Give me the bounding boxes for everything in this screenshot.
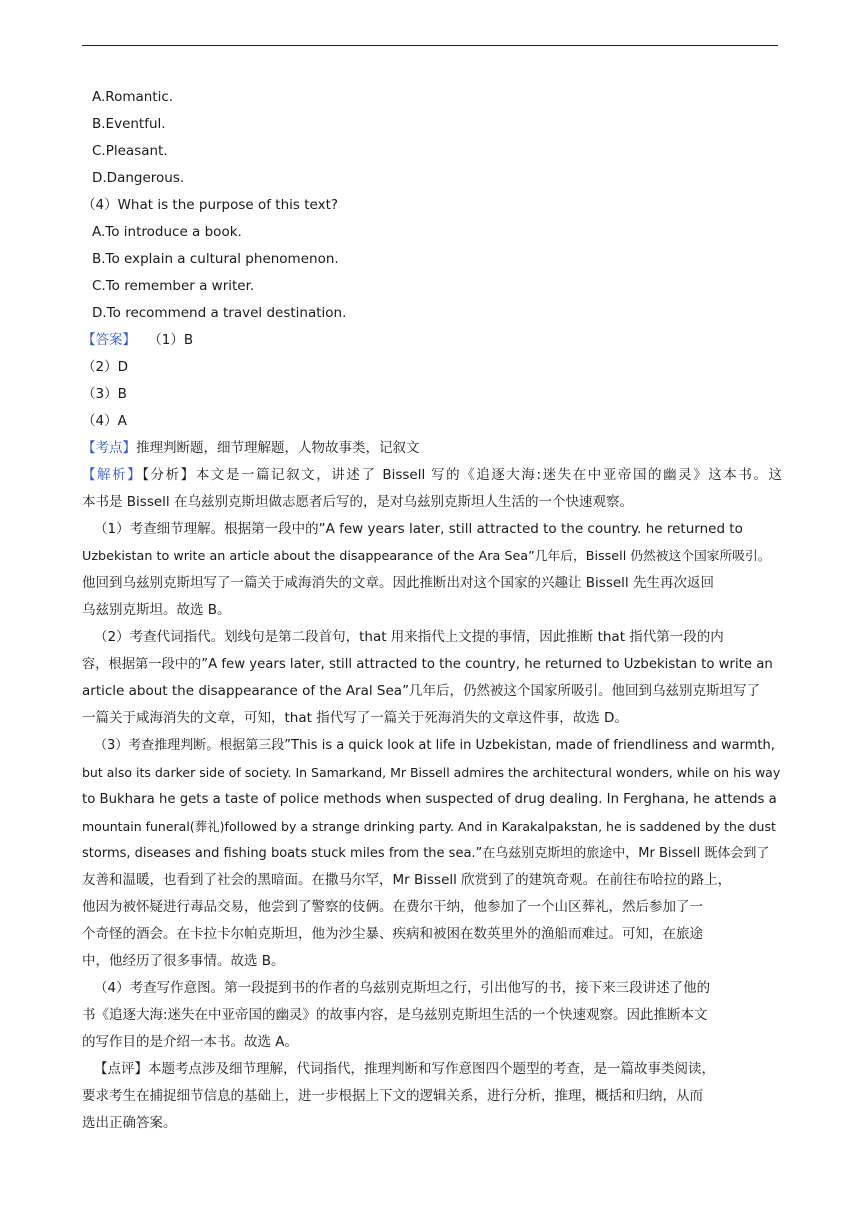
jiexi-line: 个奇怪的酒会。在卡拉卡尔帕克斯坦，他为沙尘暴、疾病和被困在数英里外的渔船而难过。可知，在旅途 — [82, 926, 703, 942]
jiexi-line: 本书是 Bissell 在乌兹别克斯坦做志愿者后写的，是对乌兹别克斯坦人生活的一个快速观察。 — [82, 494, 633, 510]
q4-option-a: A.To introduce a book. — [92, 224, 242, 240]
q3-option-d: D.Dangerous. — [92, 170, 185, 186]
jiexi-line: article about the disappearance of the Aral Sea”几年后，仍然被这个国家所吸引。他回到乌兹别克斯坦写了 — [82, 683, 761, 699]
jiexi-line: 中，他经历了很多事情。故选 B。 — [82, 953, 285, 969]
dianping-line: 【点评】本题考点涉及细节理解，代词指代，推理判断和写作意图四个题型的考查，是一篇故事类阅读， — [94, 1061, 715, 1077]
q4-option-b: B.To explain a cultural phenomenon. — [92, 251, 339, 267]
jiexi-line: （3）考查推理判断。根据第三段”This is a quick look at life in Uzbekistan, made of friendliness and warmth, — [94, 738, 775, 753]
jiexi-line: 他因为被怀疑进行毒品交易，他尝到了警察的伎俩。在费尔干纳，他参加了一个山区葬礼，然后参加了一 — [82, 899, 703, 915]
answer-tag: 【答案】 — [82, 332, 136, 348]
answer-3: （3）B — [82, 386, 127, 402]
jiexi-line: 容，根据第一段中的”A few years later, still attracted to the country, he returned to Uzbekistan to write an — [82, 657, 773, 672]
jiexi-line: Uzbekistan to write an article about the disappearance of the Ara Sea”几年后，Bissell 仍然被这个国家所吸引。 — [82, 549, 771, 564]
answer-2: （2）D — [82, 359, 128, 375]
jiexi-line: 乌兹别克斯坦。故选 B。 — [82, 602, 231, 618]
q4-question: （4）What is the purpose of this text? — [82, 197, 339, 213]
dianping-line: 要求考生在捕捉细节信息的基础上，进一步根据上下文的逻辑关系，进行分析，推理，概括和归纳，从而 — [82, 1088, 703, 1104]
kaodian-row — [82, 435, 782, 462]
answer-row — [82, 327, 782, 354]
jiexi-line: 友善和温暖，也看到了社会的黑暗面。在撒马尔罕，Mr Bissell 欣赏到了的建筑奇观。在前往布哈拉的路上， — [82, 872, 732, 888]
header-rule — [82, 45, 778, 46]
q3-option-b: B.Eventful. — [92, 116, 166, 132]
kaodian-tag: 【考点】 — [82, 440, 136, 456]
jiexi-line: （1）考查细节理解。根据第一段中的”A few years later, still attracted to the country. he returned to — [94, 521, 743, 537]
kaodian-text: 推理判断题，细节理解题，人物故事类，记叙文 — [136, 440, 420, 456]
jiexi-text: 【分析】本文是一篇记叙文，讲述了 Bissell 写的《追逐大海:迷失在中亚帝国的幽灵》这本书。这 — [142, 467, 782, 483]
dianping-line: 选出正确答案。 — [82, 1115, 177, 1131]
jiexi-tag: 【解析】 — [82, 467, 143, 483]
jiexi-line: mountain funeral(葬礼)followed by a strange drinking party. And in Karakalpakstan, he is saddened by the dust — [82, 819, 776, 834]
jiexi-line: storms, diseases and fishing boats stuck miles from the sea.”在乌兹别克斯坦的旅途中，Mr Bissell 既体会到了 — [82, 846, 770, 861]
q3-option-c: C.Pleasant. — [92, 143, 168, 159]
page-content — [82, 84, 782, 1137]
jiexi-line: 他回到乌兹别克斯坦写了一篇关于咸海消失的文章。因此推断出对这个国家的兴趣让 Bissell 先生再次返回 — [82, 575, 714, 591]
jiexi-line — [82, 462, 782, 489]
answer-1: （1）B — [144, 332, 194, 348]
jiexi-line: but also its darker side of society. In Samarkand, Mr Bissell admires the architectural wonders, while on his way — [82, 765, 781, 780]
answer-4: （4）A — [82, 413, 127, 429]
jiexi-line: （4）考查写作意图。第一段提到书的作者的乌兹别克斯坦之行，引出他写的书，接下来三段讲述了他的 — [94, 980, 711, 996]
jiexi-line: 的写作目的是介绍一本书。故选 A。 — [82, 1034, 299, 1050]
q4-option-c: C.To remember a writer. — [92, 278, 255, 294]
jiexi-line: （2）考查代词指代。划线句是第二段首句，that 用来指代上文提的事情，因此推断 that 指代第一段的内 — [94, 629, 724, 645]
jiexi-line: 书《追逐大海:迷失在中亚帝国的幽灵》的故事内容，是乌兹别克斯坦生活的一个快速观察。因此推断本文 — [82, 1007, 708, 1023]
q3-option-a: A.Romantic. — [92, 89, 174, 105]
jiexi-line: to Bukhara he gets a taste of police methods when suspected of drug dealing. In Ferghana, he attends a — [82, 792, 777, 807]
q4-option-d: D.To recommend a travel destination. — [92, 305, 347, 321]
jiexi-line: 一篇关于咸海消失的文章，可知，that 指代写了一篇关于死海消失的文章这件事，故选 D。 — [82, 710, 628, 726]
